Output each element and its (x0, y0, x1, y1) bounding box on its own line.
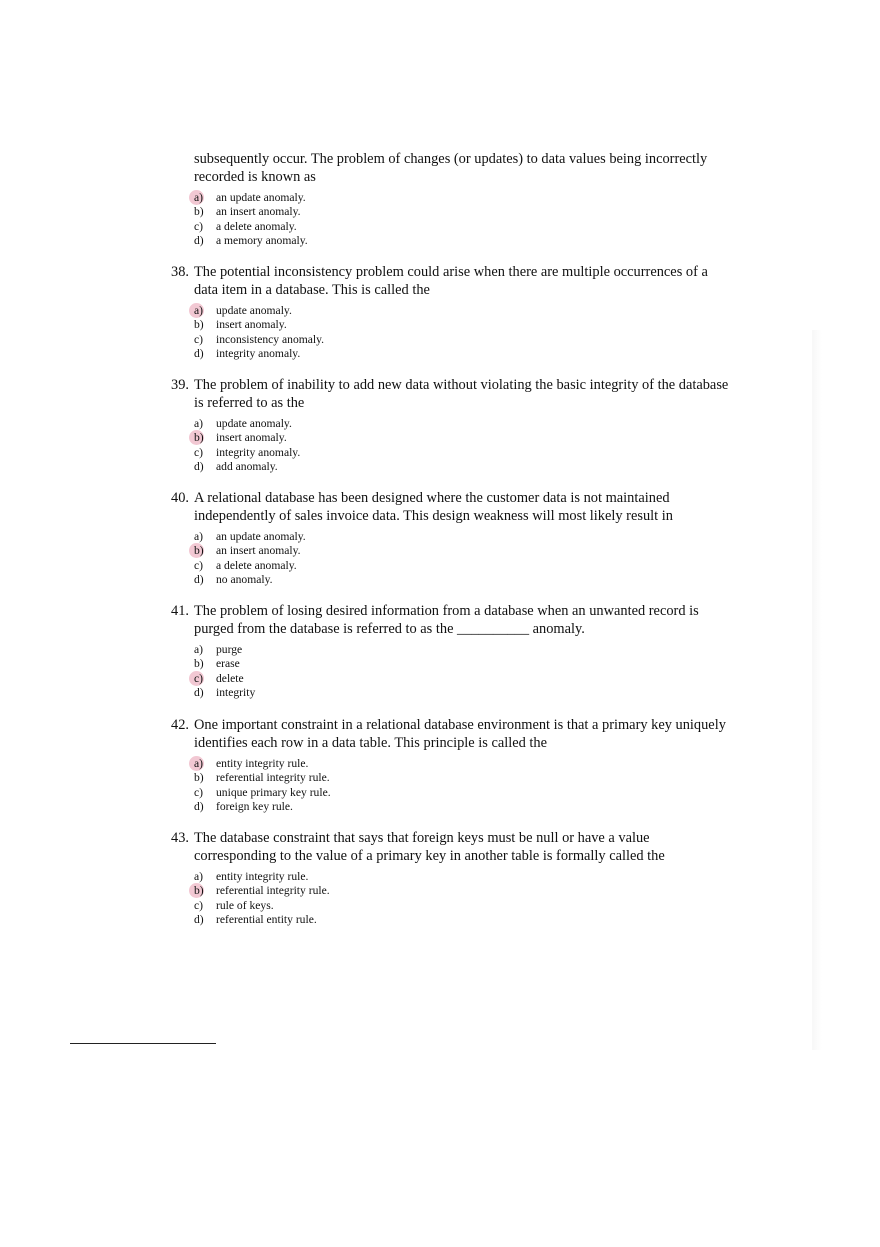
option-d (194, 573, 731, 587)
question-number: 39. (171, 377, 189, 393)
question-text: subsequently occur. The problem of changes (or updates) to data values being incorrectly recorded is known as (194, 151, 708, 185)
option-b (194, 771, 731, 785)
answer-options (194, 304, 731, 362)
option-a (194, 191, 734, 205)
option-c (194, 559, 731, 573)
option-text: insert anomaly. (216, 431, 287, 445)
option-text: entity integrity rule. (216, 757, 309, 770)
answer-options (194, 191, 734, 249)
option-letter: a) (194, 530, 204, 543)
option-text: a delete anomaly. (216, 558, 297, 572)
option-d (194, 913, 731, 927)
option-letter: d) (194, 800, 204, 814)
option-letter-marked: a) (194, 191, 216, 205)
option-letter: d) (194, 913, 204, 927)
option-c (194, 786, 731, 800)
option-text: an update anomaly. (216, 530, 306, 543)
option-text: an insert anomaly. (216, 205, 301, 219)
option-b (194, 431, 731, 445)
option-letter: c) (194, 332, 204, 346)
question-number: 42. (171, 717, 189, 733)
option-d (194, 234, 734, 248)
question-39 (171, 376, 731, 475)
answer-options (194, 643, 731, 701)
option-letter: d) (194, 347, 204, 361)
question-stem (171, 716, 731, 752)
option-text: add anomaly. (216, 460, 278, 474)
option-letter: a) (194, 870, 204, 883)
option-a (194, 417, 731, 431)
answer-options (194, 417, 731, 475)
option-d (194, 460, 731, 474)
option-text: no anomaly. (216, 573, 273, 587)
question-stem (171, 376, 731, 412)
option-letter: d) (194, 234, 204, 248)
option-text: update anomaly. (216, 304, 292, 317)
option-b (194, 544, 731, 558)
option-text: delete (216, 671, 244, 685)
option-letter: b) (194, 657, 204, 671)
option-letter-marked: b) (194, 431, 216, 445)
answer-options (194, 757, 731, 815)
option-letter: c) (194, 445, 204, 459)
question-37-continued (194, 150, 734, 249)
question-text: One important constraint in a relational database environment is that a primary key uniquely identifies each row in a data table. This principle is called the (194, 717, 726, 751)
option-d (194, 686, 731, 700)
option-text: referential integrity rule. (216, 884, 330, 898)
question-text: The problem of inability to add new data without violating the basic integrity of the database is referred to as the (194, 377, 729, 411)
option-c (194, 333, 731, 347)
option-letter: c) (194, 558, 204, 572)
footnote-separator (70, 1043, 216, 1044)
option-letter-marked: a) (194, 304, 216, 318)
option-letter: a) (194, 417, 204, 430)
question-42 (171, 716, 731, 815)
option-text: an insert anomaly. (216, 544, 301, 558)
option-letter: b) (194, 771, 204, 785)
option-text: an update anomaly. (216, 191, 306, 204)
option-text: purge (216, 643, 243, 656)
question-number: 38. (171, 264, 189, 280)
question-40 (171, 489, 731, 588)
question-stem (171, 602, 731, 638)
option-letter-marked: a) (194, 757, 216, 771)
option-letter: d) (194, 686, 204, 700)
option-text: integrity anomaly. (216, 445, 301, 459)
question-43 (171, 829, 731, 928)
question-text: The problem of losing desired information from a database when an unwanted record is purged from the database is referred to as the __________ anomaly. (194, 603, 699, 637)
option-letter: a) (194, 643, 204, 656)
option-text: a delete anomaly. (216, 219, 297, 233)
option-b (194, 657, 731, 671)
question-text: The potential inconsistency problem could arise when there are multiple occurrences of a data item in a database. This is called the (194, 264, 708, 298)
question-stem (171, 829, 731, 865)
option-b (194, 205, 734, 219)
option-text: referential integrity rule. (216, 771, 330, 785)
option-text: unique primary key rule. (216, 785, 331, 799)
question-number: 43. (171, 830, 189, 846)
option-letter-marked: b) (194, 544, 216, 558)
option-c (194, 899, 731, 913)
option-a (194, 757, 731, 771)
option-text: insert anomaly. (216, 318, 287, 332)
option-a (194, 870, 731, 884)
option-b (194, 318, 731, 332)
option-text: a memory anomaly. (216, 234, 308, 248)
question-number: 40. (171, 490, 189, 506)
answer-options (194, 530, 731, 588)
option-a (194, 643, 731, 657)
question-stem (194, 150, 734, 186)
option-text: inconsistency anomaly. (216, 332, 325, 346)
option-text: entity integrity rule. (216, 870, 309, 883)
option-letter-marked: c) (194, 672, 216, 686)
question-number: 41. (171, 603, 189, 619)
option-text: erase (216, 657, 240, 671)
option-text: referential entity rule. (216, 913, 317, 927)
option-d (194, 800, 731, 814)
question-41 (171, 602, 731, 701)
option-letter: c) (194, 219, 204, 233)
option-b (194, 884, 731, 898)
option-text: integrity anomaly. (216, 347, 301, 361)
scan-shadow (812, 330, 822, 1050)
option-c (194, 446, 731, 460)
option-letter: d) (194, 573, 204, 587)
option-text: update anomaly. (216, 417, 292, 430)
option-letter: c) (194, 785, 204, 799)
option-letter: d) (194, 460, 204, 474)
option-c (194, 220, 734, 234)
option-letter: c) (194, 898, 204, 912)
option-a (194, 530, 731, 544)
option-text: rule of keys. (216, 898, 274, 912)
option-text: integrity (216, 686, 256, 700)
question-38 (171, 263, 731, 362)
option-a (194, 304, 731, 318)
answer-options (194, 870, 731, 928)
option-letter-marked: b) (194, 884, 216, 898)
question-text: The database constraint that says that foreign keys must be null or have a value corresponding to the value of a primary key in another table is formally called the (194, 830, 665, 864)
option-c (194, 672, 731, 686)
question-stem (171, 489, 731, 525)
option-letter: b) (194, 205, 204, 219)
option-letter: b) (194, 318, 204, 332)
question-text: A relational database has been designed where the customer data is not maintained independently of sales invoice data. This design weakness will most likely result in (194, 490, 673, 524)
question-stem (171, 263, 731, 299)
option-text: foreign key rule. (216, 800, 293, 814)
option-d (194, 347, 731, 361)
